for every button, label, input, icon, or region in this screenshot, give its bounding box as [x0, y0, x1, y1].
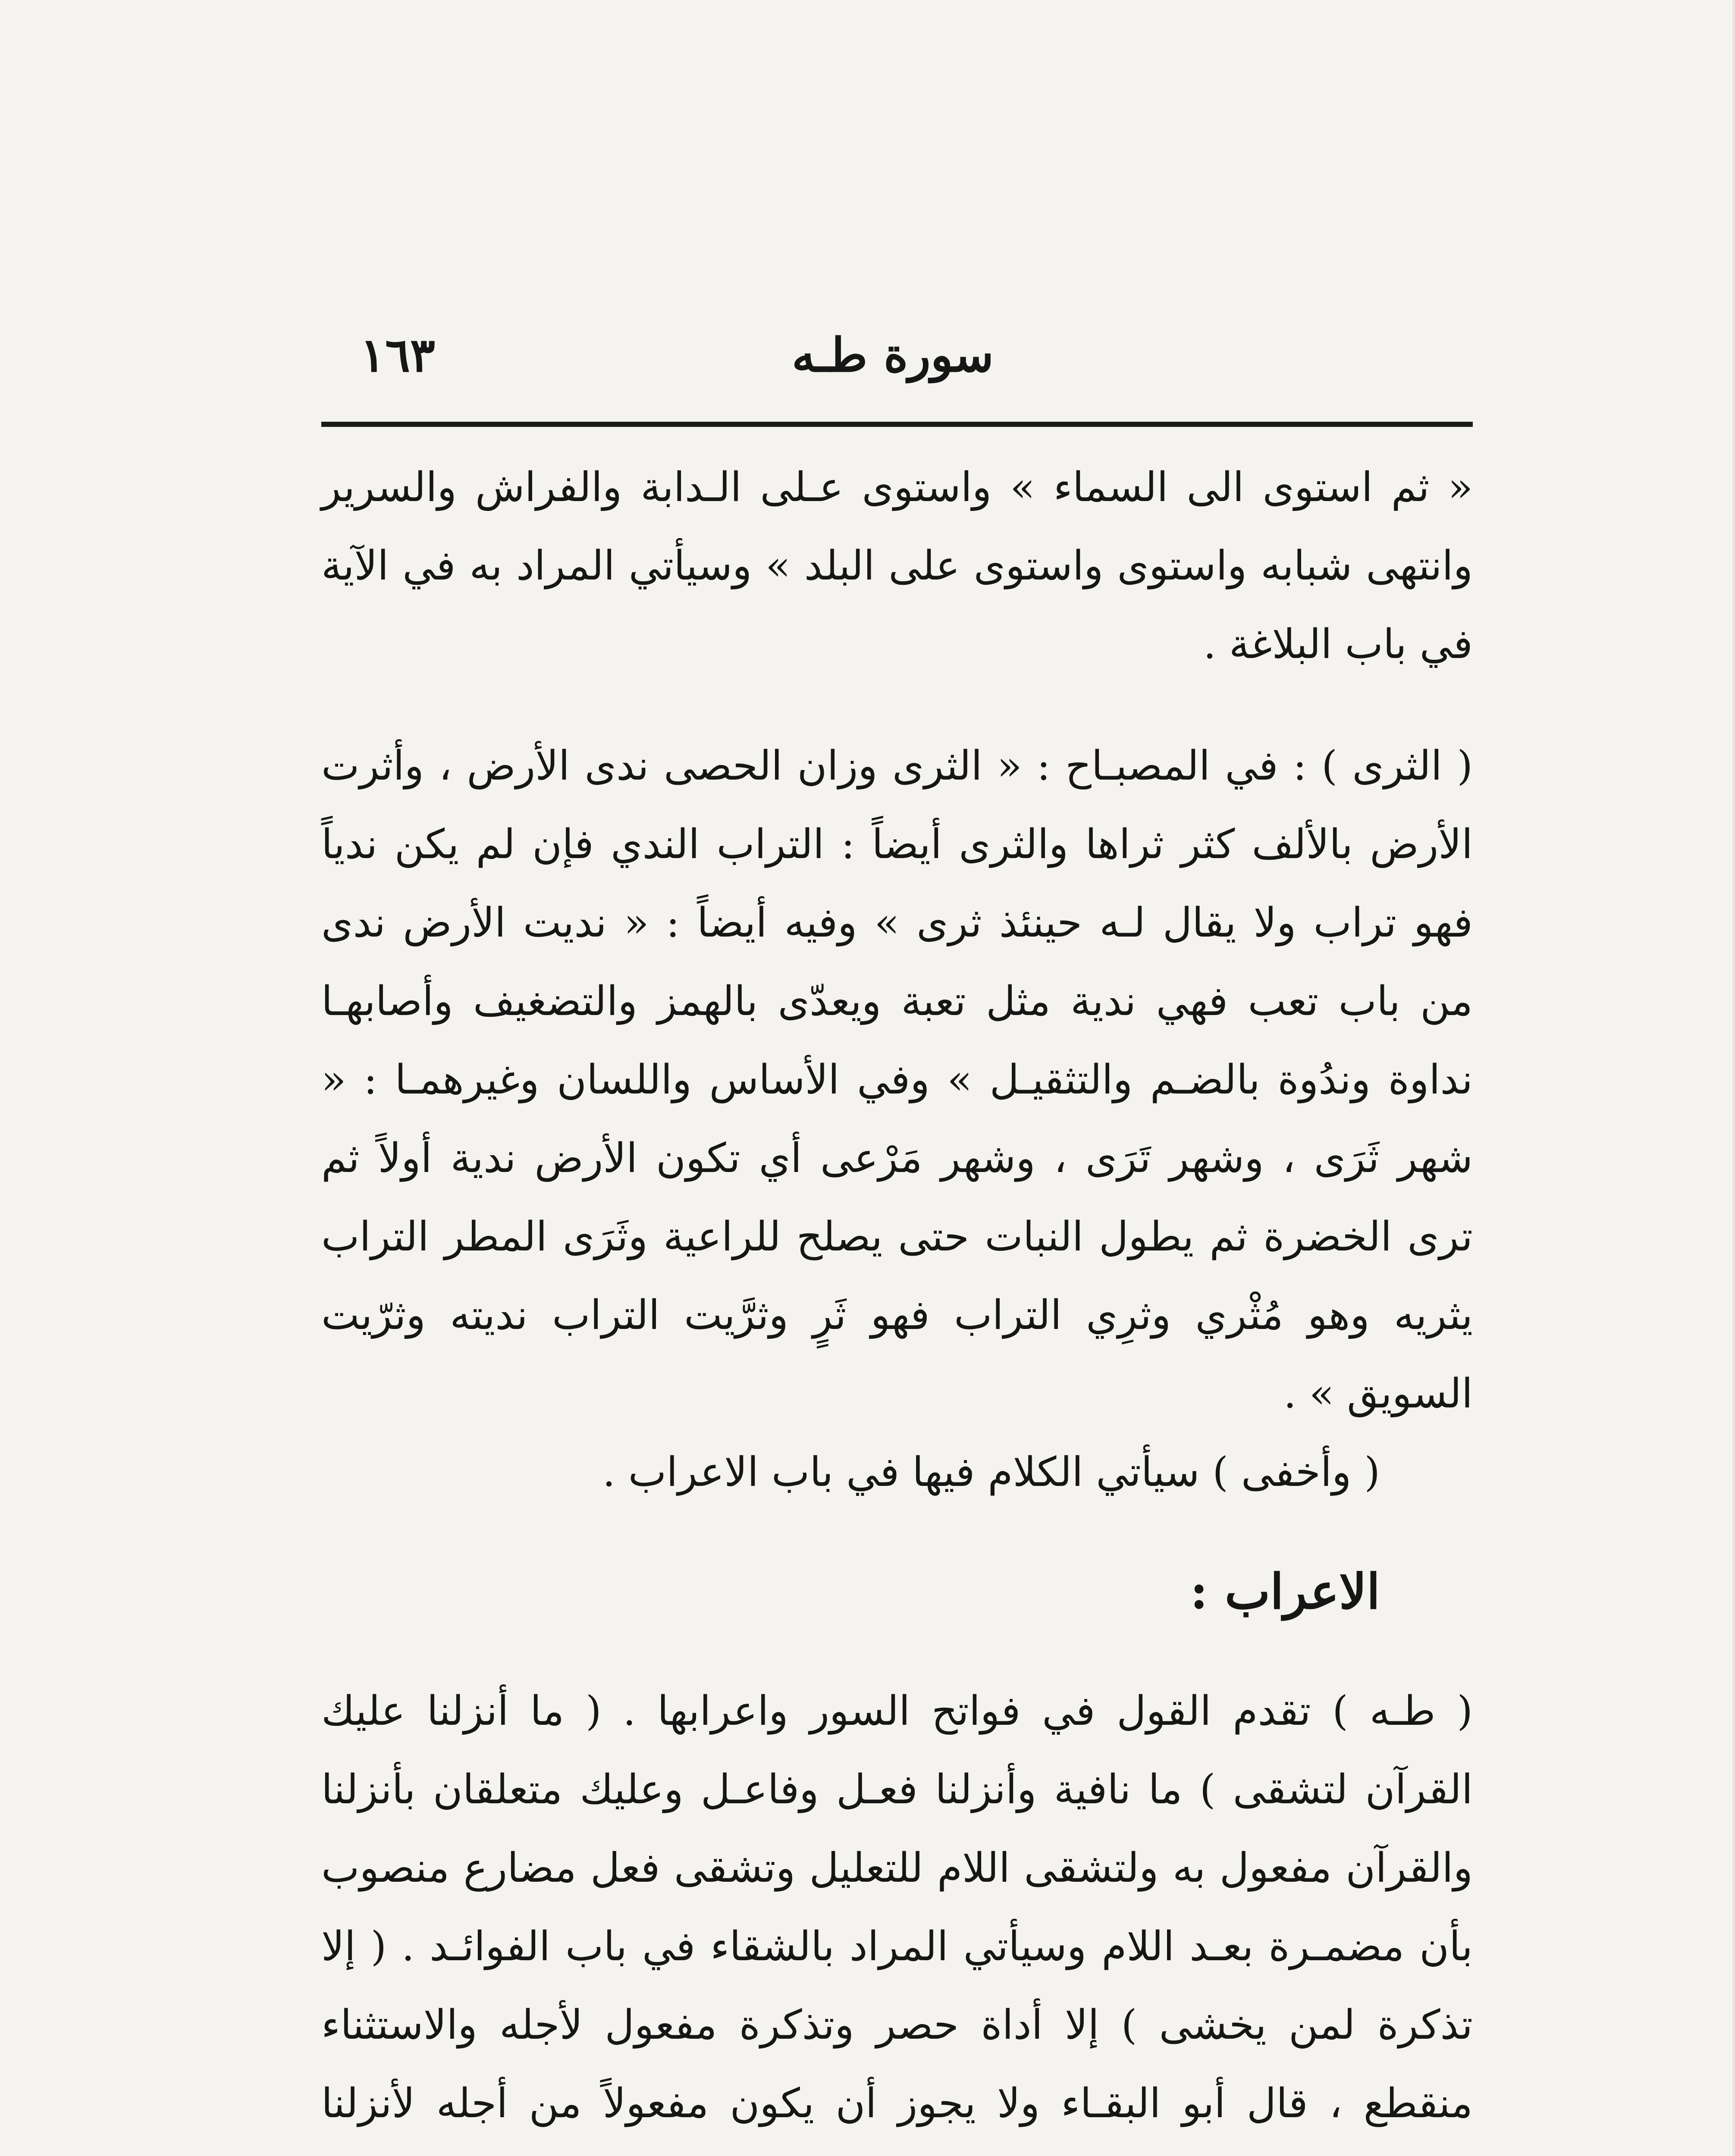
section-heading: الاعراب : [1190, 1564, 1380, 1620]
scan-edge [1732, 0, 1735, 2156]
page-number: ١٦٣ [360, 328, 436, 382]
header-divider [321, 422, 1473, 427]
heading-gap [321, 1512, 1473, 1553]
page-body [321, 448, 1473, 2156]
paragraph-3: ( وأخفى ) سيأتي الكلام فيها في باب الاعراب . [602, 1449, 1380, 1496]
running-title: سورة طـه [791, 328, 994, 382]
paragraph-2: ( الثرى ) : في المصبـاح : « الثرى وزان الحصى ندى الأرض ، وأثرت الأرض بالألف كثر ثراها والثرى أيضاً : التراب الندي فإن لم يكن ندياً فهو تراب ولا يقال لـه حينئذ ثرى » وفيه أيضاً : « نديت الأرض ندى من باب تعب فهي ندية مثل تعبة ويعدّى بالهمز والتضغيف وأصابهـا نداوة وندُوة بالضـم والتثقيـل » وفي الأساس واللسان وغيرهمـا : « شهر ثَرَى ، وشهر تَرَى ، وشهر مَرْعى أي تكون الأرض ندية أولاً ثم ترى الخضرة ثم يطول النبات حتى يصلح للراعية وثَرَى المطر التراب يثريه وهو مُثْري وثرِي التراب فهو ثَرٍ وثرَّيت التراب نديته وثرّيت السويق » . [321, 743, 1473, 1417]
heading-gap-after [321, 1631, 1473, 1672]
paragraph-gap [321, 684, 1473, 727]
paragraph-1: « ثم استوى الى السماء » واستوى عـلى الـدابة والفراش والسرير وانتهى شبابه واستوى واستوى على البلد » وسيأتي المراد به في الآية في باب البلاغة . [321, 464, 1473, 668]
paragraph-4: ( طـه ) تقدم القول في فواتح السور واعرابها . ( ما أنزلنا عليك القرآن لتشقى ) ما نافية وأنزلنا فعـل وفاعـل وعليك متعلقان بأنزلنا والقرآن مفعول به ولتشقى اللام للتعليل وتشقى فعل مضارع منصوب بأن مضمـرة بعـد اللام وسيأتي المراد بالشقاء في باب الفوائـد . ( إلا تذكرة لمن يخشى ) إلا أداة حصر وتذكرة مفعول لأجله والاستثناء منقطع ، قال أبو البقـاء ولا يجوز أن يكون مفعولاً من أجله لأنزلنا [321, 1688, 1473, 2127]
page-header [321, 319, 1475, 414]
